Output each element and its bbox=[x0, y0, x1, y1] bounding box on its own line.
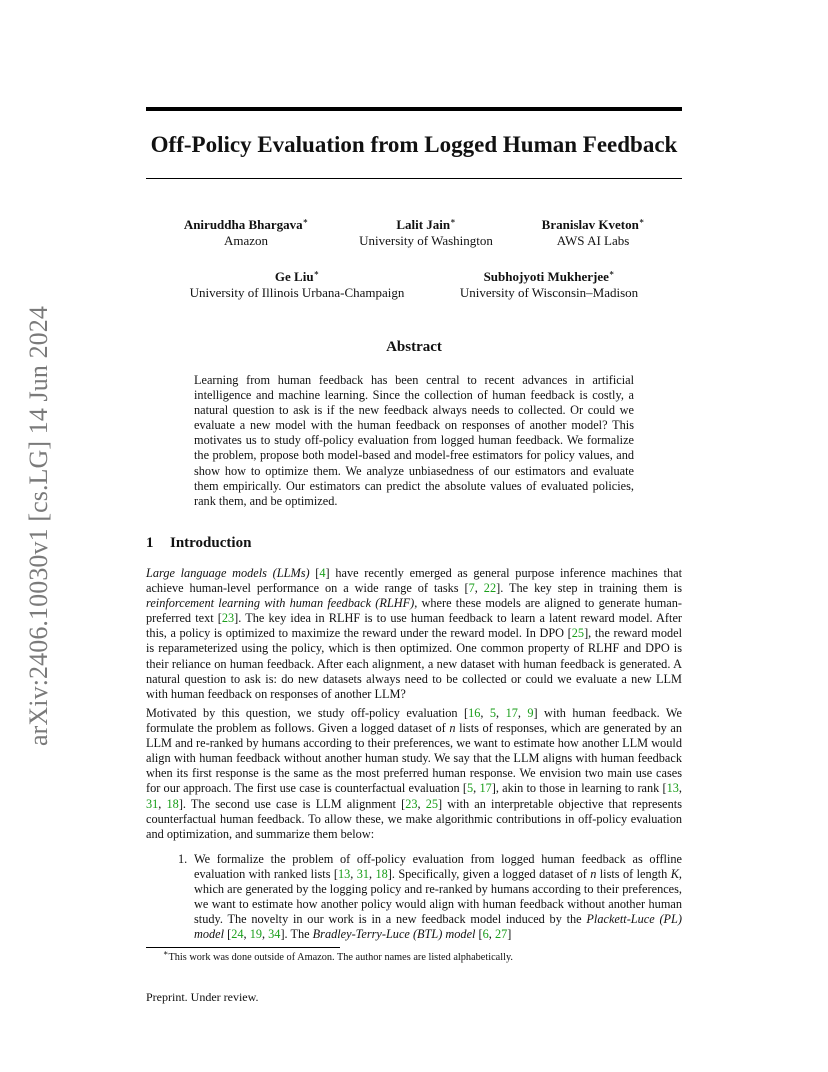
citation-link[interactable]: 27 bbox=[494, 927, 508, 942]
text-run: , bbox=[474, 581, 484, 596]
citation-link[interactable]: 17 bbox=[505, 706, 518, 720]
text-run: , bbox=[350, 867, 357, 882]
abstract-body: Learning from human feedback has been central to recent advances in artificial intelligence and machine learning. Since the collection of human feedback is costly, a natural question to ask is if the new feedback always needs to collected. Or could we evaluate a new model with the human feedback on responses of another model? This motivates us to study off-policy evaluation from logged human feedback. We formalize the problem, propose both model-based and model-free estimators for policy values, and show how to optimize them. We analyze unbiasedness of our estimators and evaluate them empirically. Our estimators can predict the absolute values of evaluated policies, rank them, and be optimized. bbox=[194, 373, 634, 508]
text-run: ] have recently emerged as general purpose inference machines that achieve human-level performance on a wide range of tasks [ bbox=[146, 566, 682, 596]
text-run: , bbox=[517, 706, 528, 720]
intro-paragraph-1 bbox=[146, 566, 682, 702]
text-run: , bbox=[678, 781, 682, 796]
citation-link[interactable]: 17 bbox=[479, 781, 492, 796]
citation-link[interactable]: 6 bbox=[482, 927, 489, 942]
term-rlhf: reinforcement learning with human feedback (RLHF) bbox=[146, 596, 415, 611]
text-run: ]. The bbox=[280, 927, 313, 942]
author-block bbox=[513, 217, 673, 249]
text-run: , bbox=[496, 706, 506, 720]
text-run: lists of responses, which are generated by an LLM and re-ranked by humans according to their preferences, we want to estimate how another LLM would align with human feedback without another human study. We say that the LLM aligns with human feedback when its first response is the same as the most preferred human response. We envision two main use cases for our approach. The first use case is counterfactual evaluation [ bbox=[146, 721, 682, 796]
citation-link[interactable]: 31 bbox=[356, 867, 370, 882]
text-run: , bbox=[488, 927, 495, 942]
arxiv-identifier-stamp: arXiv:2406.10030v1 [cs.LG] 14 Jun 2024 bbox=[24, 306, 53, 746]
citation-link[interactable]: 25 bbox=[571, 626, 585, 641]
author-name bbox=[166, 269, 428, 285]
citation-link[interactable]: 25 bbox=[425, 796, 439, 811]
author-footnote-mark: ∗ bbox=[313, 268, 320, 278]
text-run: [ bbox=[224, 927, 232, 942]
citation-link[interactable]: 22 bbox=[483, 581, 497, 596]
author-name-text: Aniruddha Bhargava bbox=[183, 217, 303, 232]
text-run: Motivated by this question, we study off-policy evaluation [ bbox=[146, 706, 469, 720]
math-variable: n bbox=[590, 867, 597, 882]
author-name-text: Ge Liu bbox=[274, 269, 314, 284]
citation-link[interactable]: 5 bbox=[467, 781, 474, 796]
author-footnote-mark: ∗ bbox=[302, 216, 309, 226]
math-variable: K bbox=[670, 867, 679, 882]
text-run: ]. The second use case is LLM alignment [ bbox=[178, 796, 406, 811]
author-name bbox=[436, 269, 662, 285]
footnote-mark: ∗ bbox=[163, 948, 169, 958]
author-affiliation: AWS AI Labs bbox=[556, 233, 630, 248]
text-run: [ bbox=[475, 927, 483, 942]
author-affiliation: Amazon bbox=[223, 233, 269, 248]
author-name bbox=[513, 217, 673, 233]
author-affiliation: University of Wisconsin–Madison bbox=[459, 285, 639, 300]
author-footnote-mark: ∗ bbox=[450, 216, 456, 226]
paper-title: Off-Policy Evaluation from Logged Human Feedback bbox=[150, 132, 678, 157]
section-title: Introduction bbox=[170, 535, 252, 551]
text-run: , bbox=[158, 796, 167, 811]
text-run: ], the reward model is reparameterized using the policy, which is then optimized. One common property of RLHF and DPO is their reliance on human feedback. After each alignment, a new dataset with human feedback is generated. A natural question to ask is: do new datasets always need to be collected or could we evaluate a new LLM with human feedback on responses of another LLM? bbox=[146, 626, 682, 701]
list-item-body bbox=[194, 852, 682, 943]
text-run: , where these models are aligned to generate human-preferred text [ bbox=[146, 596, 683, 626]
title-top-rule bbox=[146, 107, 682, 111]
text-run: , bbox=[369, 867, 376, 882]
citation-link[interactable]: 13 bbox=[666, 781, 679, 796]
math-variable: n bbox=[449, 721, 456, 736]
list-item-number: 1. bbox=[178, 852, 188, 866]
intro-paragraph-2 bbox=[146, 706, 682, 842]
citation-link[interactable]: 23 bbox=[221, 611, 235, 626]
text-run: ], akin to those in learning to rank [ bbox=[491, 781, 667, 796]
citation-link[interactable]: 5 bbox=[489, 706, 497, 720]
author-name-text: Subhojyoti Mukherjee bbox=[483, 269, 609, 284]
author-footnote-mark: ∗ bbox=[638, 216, 645, 226]
text-run: We formalize the problem of off-policy evaluation from logged human feedback as offline evaluation with ranked lists [ bbox=[194, 852, 682, 882]
section-heading bbox=[146, 533, 251, 553]
author-affiliation: University of Illinois Urbana-Champaign bbox=[189, 285, 405, 300]
preprint-notice: Preprint. Under review. bbox=[146, 990, 259, 1004]
author-block bbox=[166, 269, 428, 301]
text-run: ] with an interpretable objective that represents counterfactual human feedback. To allow these, we make algorithmic contributions in off-policy evaluation and optimization, and summarize them below: bbox=[146, 796, 682, 841]
author-footnote-mark: ∗ bbox=[608, 268, 615, 278]
footnote bbox=[163, 948, 514, 964]
text-run: , bbox=[480, 706, 490, 720]
text-run: ]. The key step in training them is bbox=[496, 581, 682, 596]
author-block bbox=[346, 217, 506, 249]
footnote-text: This work was done outside of Amazon. The author names are listed alphabetically. bbox=[168, 952, 514, 963]
citation-link[interactable]: 9 bbox=[527, 706, 534, 720]
author-name bbox=[346, 217, 506, 233]
citation-link[interactable]: 4 bbox=[319, 566, 326, 580]
text-run: ] with human feedback. We formulate the problem as follows. Given a logged dataset of bbox=[146, 706, 682, 736]
author-name-text: Lalit Jain bbox=[396, 217, 451, 232]
text-run: ]. The key idea in RLHF is to use human feedback to learn a latent reward model. After this, a policy is optimized to maximize the reward under the reward model. In DPO [ bbox=[146, 611, 683, 641]
author-block bbox=[436, 269, 662, 301]
term-btl-model: Bradley-Terry-Luce (BTL) model bbox=[312, 927, 476, 942]
term-pl-model: Plackett-Luce (PL) model bbox=[194, 912, 682, 942]
author-block bbox=[166, 217, 326, 249]
citation-link[interactable]: 16 bbox=[468, 706, 481, 720]
citation-link[interactable]: 24 bbox=[231, 927, 244, 942]
footnote-divider bbox=[146, 947, 340, 948]
text-run: [ bbox=[309, 566, 320, 580]
title-bottom-rule bbox=[146, 178, 682, 179]
citation-link[interactable]: 23 bbox=[405, 796, 418, 811]
citation-link[interactable]: 31 bbox=[146, 796, 159, 811]
text-run: , bbox=[243, 927, 250, 942]
text-run: , which are generated by the logging policy and re-ranked by humans according to their preferences, we want to estimate how another policy would align with human feedback without another human study. The novelty in our work is in a new feedback model induced by the bbox=[194, 867, 682, 927]
text-run: lists of length bbox=[596, 867, 671, 882]
section-number: 1 bbox=[146, 535, 154, 551]
term-llm: Large language models (LLMs) bbox=[146, 566, 310, 580]
contribution-list-item bbox=[178, 852, 682, 943]
author-affiliation: University of Washington bbox=[359, 233, 493, 248]
citation-link[interactable]: 18 bbox=[166, 796, 179, 811]
author-name-text: Branislav Kveton bbox=[541, 217, 639, 232]
abstract-heading: Abstract bbox=[386, 339, 442, 355]
text-run: ] bbox=[507, 927, 512, 942]
text-run: , bbox=[473, 781, 480, 796]
author-name bbox=[166, 217, 326, 233]
text-run: , bbox=[417, 796, 426, 811]
citation-link[interactable]: 19 bbox=[249, 927, 262, 942]
text-run: , bbox=[261, 927, 269, 942]
citation-link[interactable]: 18 bbox=[375, 867, 388, 882]
text-run: ]. Specifically, given a logged dataset of bbox=[387, 867, 591, 882]
citation-link[interactable]: 34 bbox=[268, 927, 281, 942]
citation-link[interactable]: 7 bbox=[468, 581, 475, 596]
citation-link[interactable]: 13 bbox=[337, 867, 351, 882]
